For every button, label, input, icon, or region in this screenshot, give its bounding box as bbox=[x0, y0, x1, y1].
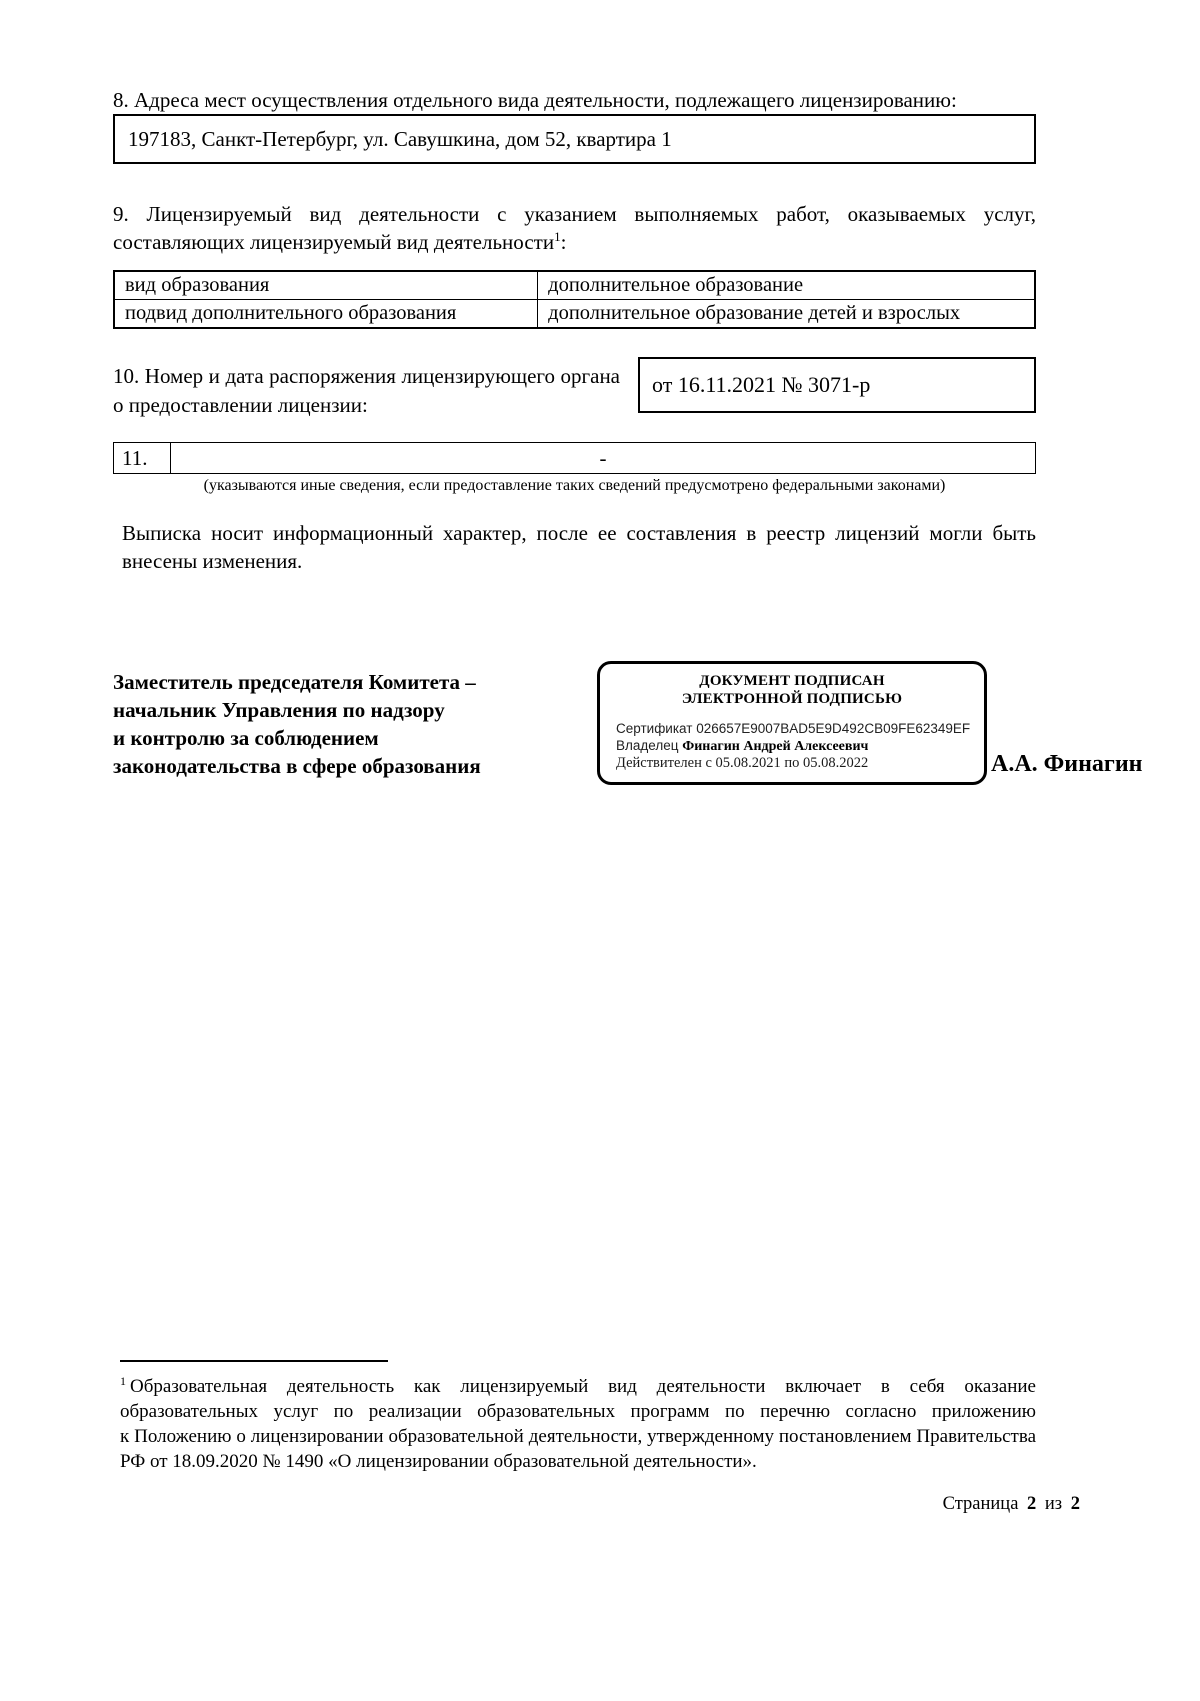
stamp-owner-name: Финагин Андрей Алексеевич bbox=[682, 739, 869, 754]
item11-caption: (указываются иные сведения, если предоставление таких сведений предусмотрено федеральными законами) bbox=[203, 477, 946, 494]
stamp-title bbox=[616, 673, 968, 708]
page-counter bbox=[943, 1494, 1080, 1515]
page-counter-current: 2 bbox=[1027, 1494, 1037, 1514]
item9-label bbox=[113, 201, 1036, 256]
footnote-divider bbox=[120, 1360, 388, 1362]
activity-row2-value: дополнительное образование детей и взрослых bbox=[538, 300, 1035, 329]
informational-note: Выписка носит информационный характер, после ее составления в реестр лицензий могли быть внесены изменения. bbox=[122, 521, 1036, 573]
stamp-validity: Действителен с 05.08.2021 по 05.08.2022 bbox=[616, 755, 869, 771]
page-counter-of: из bbox=[1044, 1494, 1063, 1514]
footnote-text: Образовательная деятельность как лицензируемый вид деятельности включает в себя оказание образовательных услуг по реализации образовательных программ по перечню согласно приложению к Положению о лицензировании образовательной деятельности, утвержденному постановлением Правительства РФ от 18.09.2020 № 1490 «О лицензировании образовательной деятельности». bbox=[120, 1376, 1036, 1472]
activity-row1-name: вид образования bbox=[114, 271, 538, 300]
item9-label-colon: : bbox=[560, 229, 567, 254]
table-row bbox=[114, 300, 1035, 329]
stamp-owner-label: Владелец bbox=[616, 738, 679, 753]
item11-number: 11. bbox=[114, 443, 171, 473]
item11-row bbox=[113, 442, 1036, 474]
footnote-ref: 1 bbox=[120, 1373, 126, 1388]
item9-label-text: 9. Лицензируемый вид деятельности с указанием выполняемых работ, оказываемых услуг, составляющих лицензируемый вид деятельности bbox=[113, 202, 1036, 254]
item10-order-box bbox=[638, 357, 1036, 413]
item11-value: - bbox=[599, 445, 607, 470]
digital-signature-stamp bbox=[597, 661, 987, 785]
item9-footnote-ref: 1 bbox=[554, 228, 561, 244]
stamp-title-line1: ДОКУМЕНТ ПОДПИСАН bbox=[699, 673, 885, 689]
signer-position-line: и контролю за соблюдением bbox=[113, 726, 379, 750]
footnote bbox=[120, 1374, 1036, 1474]
activity-row1-value: дополнительное образование bbox=[538, 271, 1035, 300]
signer-position-line: начальник Управления по надзору bbox=[113, 698, 445, 722]
signer-position-line: Заместитель председателя Комитета – bbox=[113, 670, 476, 694]
signer-position bbox=[113, 668, 548, 780]
activity-table bbox=[113, 270, 1036, 329]
item10-label: 10. Номер и дата распоряжения лицензирующего органа о предоставлении лицензии: bbox=[113, 364, 620, 417]
signer-position-line: законодательства в сфере образования bbox=[113, 754, 481, 778]
item8-address-box bbox=[113, 114, 1036, 164]
page-counter-label: Страница bbox=[942, 1494, 1019, 1514]
item8-address-value: 197183, Санкт-Петербург, ул. Савушкина, дом 52, квартира 1 bbox=[128, 126, 672, 151]
signer-name: А.А. Финагин bbox=[991, 751, 1143, 777]
stamp-owner bbox=[616, 737, 968, 755]
stamp-certificate: Сертификат 026657E9007BAD5E9D492CB09FE62349EF bbox=[616, 721, 971, 736]
table-row bbox=[114, 271, 1035, 300]
activity-row2-name: подвид дополнительного образования bbox=[114, 300, 538, 329]
item10-order-value: от 16.11.2021 № 3071-р bbox=[652, 372, 871, 397]
stamp-title-line2: ЭЛЕКТРОННОЙ ПОДПИСЬЮ bbox=[681, 690, 903, 707]
item8-label: 8. Адреса мест осуществления отдельного вида деятельности, подлежащего лицензированию: bbox=[113, 88, 957, 112]
page-counter-total: 2 bbox=[1070, 1494, 1080, 1514]
